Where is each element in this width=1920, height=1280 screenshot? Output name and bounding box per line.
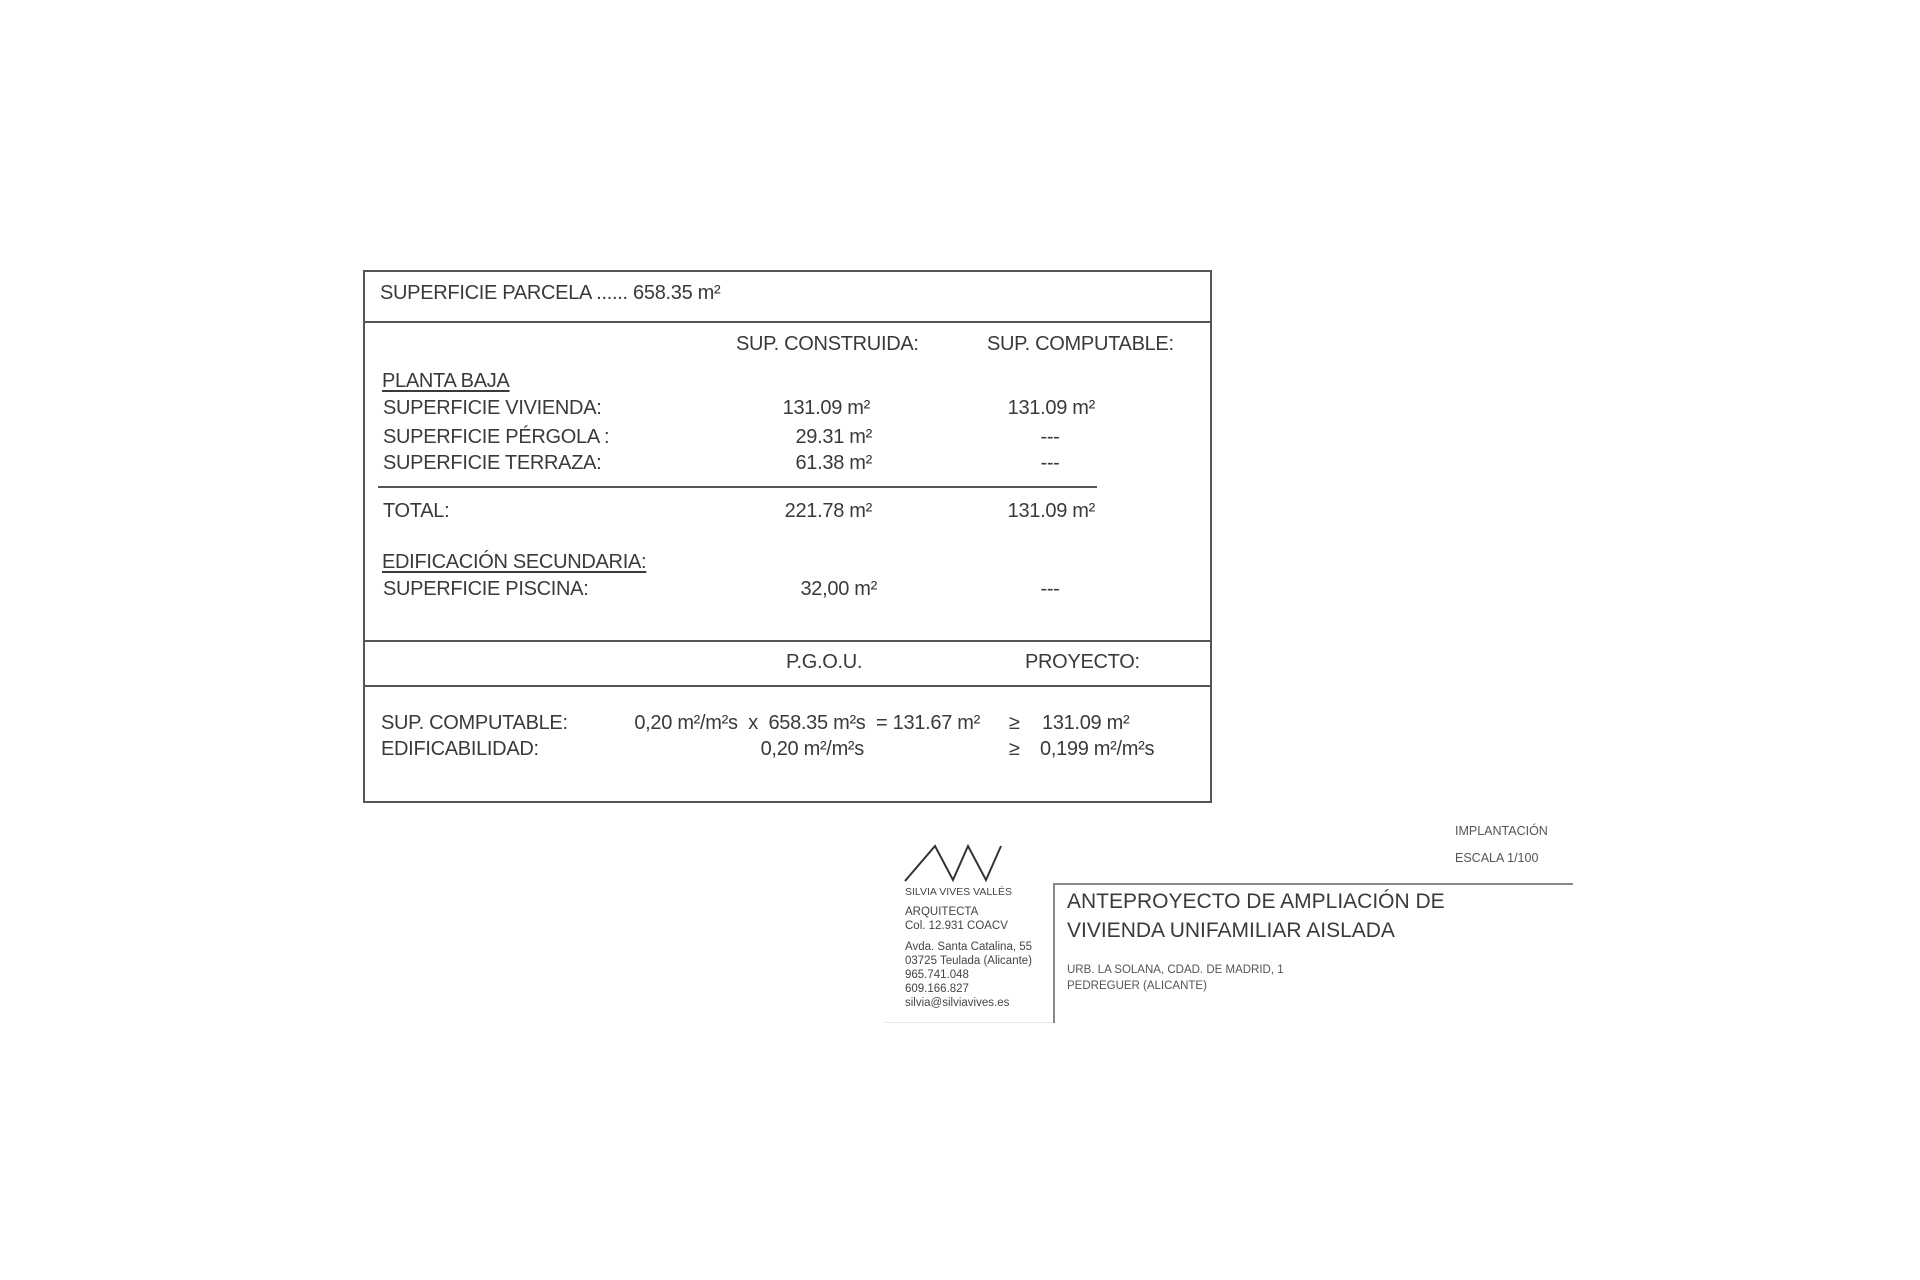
header-pgou: P.G.O.U. xyxy=(786,651,863,673)
row-label-terraza: SUPERFICIE TERRAZA: xyxy=(383,452,602,474)
compliance-pgou-edificabilidad: 0,20 m²/m²s xyxy=(760,738,864,760)
row-construida-vivienda: 131.09 m² xyxy=(782,397,870,419)
row-computable-piscina: --- xyxy=(1040,578,1060,600)
architect-address2: 03725 Teulada (Alicante) xyxy=(905,955,1033,967)
title-block-vertical-line xyxy=(1053,883,1055,1023)
project-location-line2: PEDREGUER (ALICANTE) xyxy=(1067,980,1207,992)
total-label: TOTAL: xyxy=(383,500,450,522)
parcela-value: 658.35 m² xyxy=(633,282,721,304)
architect-email: silvia@silviavives.es xyxy=(905,997,1010,1009)
compliance-pgou-sup-computable: 0,20 m²/m²s x 658.35 m²s = 131.67 m² xyxy=(634,712,980,734)
total-construida: 221.78 m² xyxy=(784,500,872,522)
section-title-secundaria: EDIFICACIÓN SECUNDARIA: xyxy=(382,551,647,573)
sheet-scale: ESCALA 1/100 xyxy=(1455,851,1539,865)
row-construida-pergola: 29.31 m² xyxy=(795,426,872,448)
header-sup-computable: SUP. COMPUTABLE: xyxy=(987,333,1174,355)
row-label-vivienda: SUPERFICIE VIVIENDA: xyxy=(383,397,602,419)
project-location-line1: URB. LA SOLANA, CDAD. DE MADRID, 1 xyxy=(1067,964,1284,976)
architect-address1: Avda. Santa Catalina, 55 xyxy=(905,941,1033,953)
project-title-line1: ANTEPROYECTO DE AMPLIACIÓN DE xyxy=(1067,890,1445,913)
row-label-piscina: SUPERFICIE PISCINA: xyxy=(383,578,589,600)
row-construida-terraza: 61.38 m² xyxy=(795,452,872,474)
logo-block-bottom-edge xyxy=(884,1022,1053,1023)
architect-role: ARQUITECTA xyxy=(905,906,979,918)
compliance-proyecto-edificabilidad: 0,199 m²/m²s xyxy=(1040,738,1155,760)
total-computable: 131.09 m² xyxy=(1007,500,1095,522)
row-computable-terraza: --- xyxy=(1040,452,1060,474)
compliance-symbol-edificabilidad: ≥ xyxy=(1009,738,1020,760)
title-block-horizontal-line xyxy=(1053,883,1573,885)
compliance-symbol-sup-computable: ≥ xyxy=(1009,712,1020,734)
row-label-pergola: SUPERFICIE PÉRGOLA : xyxy=(383,426,610,448)
section-title-planta-baja: PLANTA BAJA xyxy=(382,370,510,392)
header-sup-construida: SUP. CONSTRUIDA: xyxy=(736,333,919,355)
row-construida-piscina: 32,00 m² xyxy=(800,578,877,600)
architect-phone1: 965.741.048 xyxy=(905,969,969,981)
architect-name: SILVIA VIVES VALLÉS xyxy=(905,886,1013,898)
sheet-name: IMPLANTACIÓN xyxy=(1455,824,1548,838)
compliance-label-sup-computable: SUP. COMPUTABLE: xyxy=(381,712,568,734)
architect-phone2: 609.166.827 xyxy=(905,983,969,995)
compliance-label-edificabilidad: EDIFICABILIDAD: xyxy=(381,738,539,760)
parcela-dots: ...... xyxy=(596,282,628,304)
compliance-proyecto-sup-computable: 131.09 m² xyxy=(1042,712,1130,734)
header-proyecto: PROYECTO: xyxy=(1025,651,1140,673)
row-computable-pergola: --- xyxy=(1040,426,1060,448)
project-title-line2: VIVIENDA UNIFAMILIAR AISLADA xyxy=(1067,919,1395,942)
parcela-label: SUPERFICIE PARCELA xyxy=(380,282,591,304)
row-computable-vivienda: 131.09 m² xyxy=(1007,397,1095,419)
architect-college: Col. 12.931 COACV xyxy=(905,920,1008,932)
